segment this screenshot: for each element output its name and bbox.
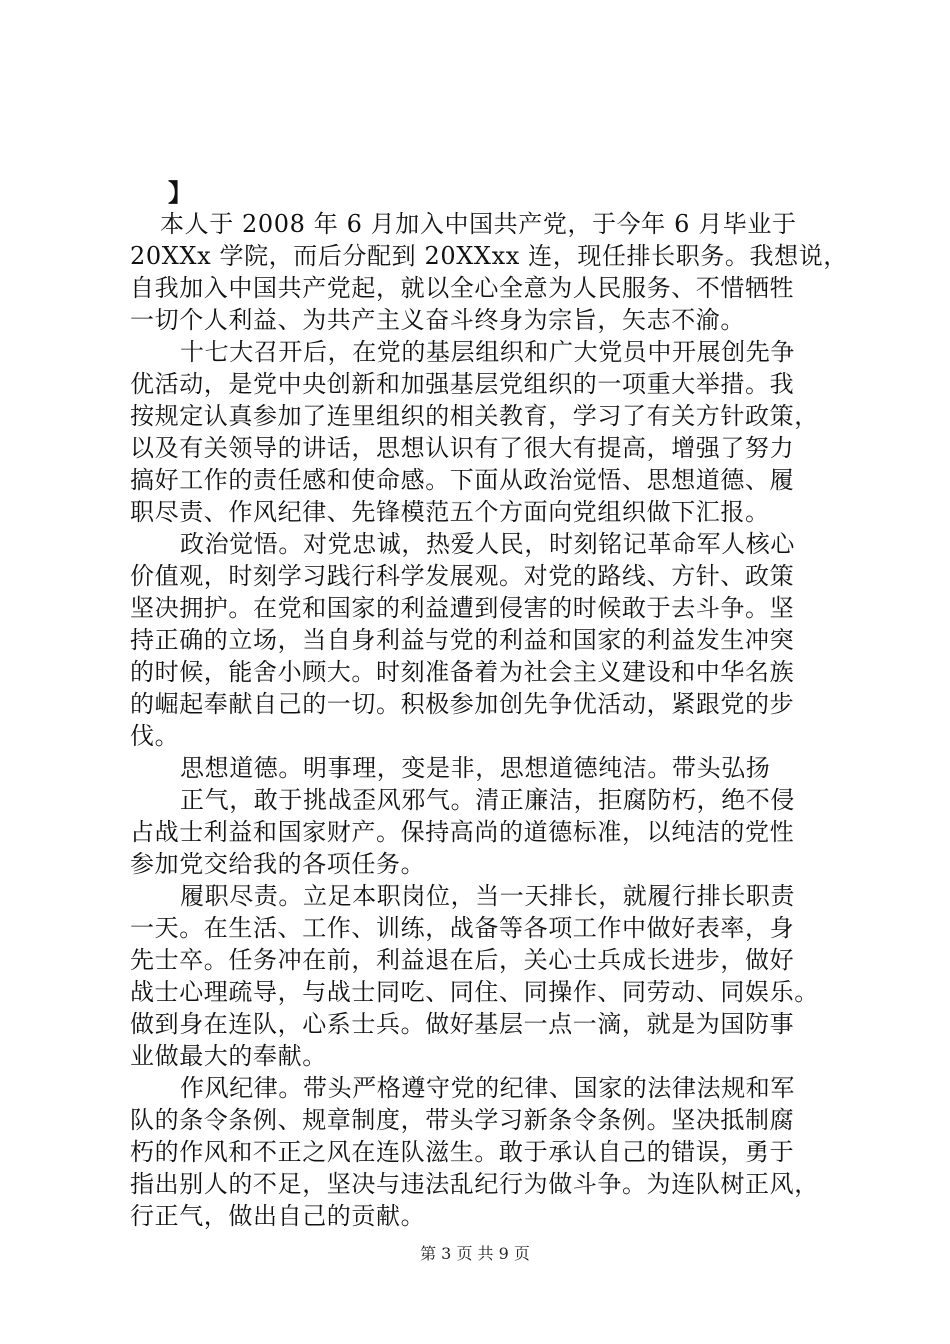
page-number-footer: 第 3 页 共 9 页: [420, 1244, 530, 1263]
paragraph-line: 优活动，是党中央创新和加强基层党组织的一项重大举措。我: [130, 370, 795, 398]
paragraph-line: 以及有关领导的讲话，思想认识有了很大有提高，增强了努力: [130, 434, 795, 462]
paragraph-line: 作风纪律。带头严格遵守党的纪律、国家的法律法规和军: [180, 1074, 795, 1102]
paragraph-line: 行正气，做出自己的贡献。: [130, 1202, 426, 1230]
paragraph-line: 职尽责、作风纪律、先锋模范五个方面向党组织做下汇报。: [130, 498, 770, 526]
closing-bracket: 】: [168, 178, 192, 207]
paragraph-line: 政治觉悟。对党忠诚，热爱人民，时刻铭记革命军人核心: [180, 530, 795, 558]
paragraph-line: 十七大召开后，在党的基层组织和广大党员中开展创先争: [180, 338, 795, 366]
paragraph-line: 持正确的立场，当自身利益与党的利益和国家的利益发生冲突: [130, 626, 795, 654]
paragraph-line: 本人于 2008 年 6 月加入中国共产党，于今年 6 月毕业于: [160, 210, 797, 238]
paragraph-line: 一切个人利益、为共产主义奋斗终身为宗旨，矢志不渝。: [130, 306, 745, 334]
paragraph-line: 价值观，时刻学习践行科学发展观。对党的路线、方针、政策: [130, 562, 795, 590]
paragraph-line: 一天。在生活、工作、训练，战备等各项工作中做好表率，身: [130, 914, 795, 942]
paragraph-line: 做到身在连队，心系士兵。做好基层一点一滴，就是为国防事: [130, 1010, 795, 1038]
paragraph-line: 坚决拥护。在党和国家的利益遭到侵害的时候敢于去斗争。坚: [130, 594, 795, 622]
paragraph-line: 指出别人的不足，坚决与违法乱纪行为做斗争。为连队树正风，: [130, 1170, 819, 1198]
paragraph-line: 伐。: [130, 722, 180, 750]
paragraph-line: 思想道德。明事理，变是非，思想道德纯洁。带头弘扬: [180, 754, 771, 782]
paragraph-line: 按规定认真参加了连里组织的相关教育，学习了有关方针政策，: [130, 402, 819, 430]
paragraph-line: 的时候，能舍小顾大。时刻准备着为社会主义建设和中华名族: [130, 658, 795, 686]
paragraph-line: 业做最大的奉献。: [130, 1042, 327, 1070]
paragraph-line: 正气，敢于挑战歪风邪气。清正廉洁，拒腐防朽，绝不侵: [180, 786, 795, 814]
paragraph-line: 的崛起奉献自己的一切。积极参加创先争优活动，紧跟党的步: [130, 690, 795, 718]
paragraph-line: 战士心理疏导，与战士同吃、同住、同操作、同劳动、同娱乐。: [130, 978, 819, 1006]
paragraph-line: 参加党交给我的各项任务。: [130, 850, 426, 878]
paragraph-line: 搞好工作的责任感和使命感。下面从政治觉悟、思想道德、履: [130, 466, 795, 494]
paragraph-line: 朽的作风和不正之风在连队滋生。敢于承认自己的错误，勇于: [130, 1138, 795, 1166]
paragraph-line: 履职尽责。立足本职岗位，当一天排长，就履行排长职责: [180, 882, 795, 910]
paragraph-line: 先士卒。任务冲在前，利益退在后，关心士兵成长进步，做好: [130, 946, 795, 974]
paragraph-line: 自我加入中国共产党起，就以全心全意为人民服务、不惜牺牲: [130, 274, 795, 302]
paragraph-line: 占战士利益和国家财产。保持高尚的道德标准，以纯洁的党性: [130, 818, 795, 846]
paragraph-line: 20XXx 学院，而后分配到 20XXxx 连，现任排长职务。我想说，: [130, 242, 848, 270]
paragraph-line: 队的条令条例、规章制度，带头学习新条令条例。坚决抵制腐: [130, 1106, 795, 1134]
